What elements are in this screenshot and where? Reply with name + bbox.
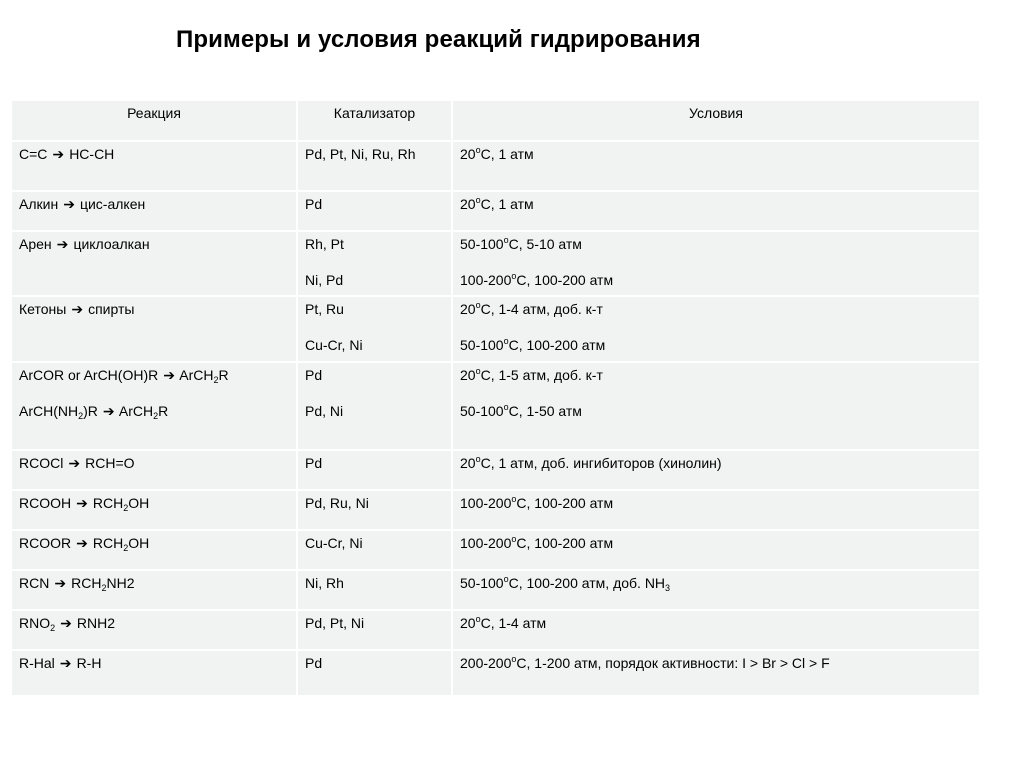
conditions-text: C, 100-200 атм <box>516 535 614 551</box>
subscript: 2 <box>123 543 129 553</box>
temperature-value: 100-200 <box>460 495 512 511</box>
reaction-line <box>19 615 296 631</box>
catalyst-line: Pd <box>305 455 323 471</box>
temperature-value: 20 <box>460 367 476 383</box>
product-text: NH2 <box>106 575 135 591</box>
reaction-line <box>19 403 296 419</box>
product-text: циклоалкан <box>73 236 150 252</box>
degree-mark: o <box>475 300 481 310</box>
catalyst-cell <box>297 490 452 530</box>
conditions-line <box>460 615 979 631</box>
table-row <box>12 231 979 296</box>
conditions-line <box>460 337 979 353</box>
conditions-cell <box>452 231 979 296</box>
conditions-text: C, 1-4 атм <box>480 615 547 631</box>
degree-mark: o <box>511 654 517 664</box>
degree-mark: o <box>503 402 509 412</box>
conditions-line <box>460 301 979 317</box>
arrow-icon: ➔ <box>60 615 72 631</box>
arrow-icon: ➔ <box>76 495 88 511</box>
reaction-cell <box>12 490 297 530</box>
conditions-cell <box>452 191 979 231</box>
subscript: 2 <box>50 623 56 633</box>
temperature-value: 100-200 <box>460 535 512 551</box>
catalyst-line: Pd, Ru, Ni <box>305 495 369 511</box>
reactant-text: ArCOR or ArCH(OH)R <box>19 367 159 383</box>
temperature-value: 200-200 <box>460 655 512 671</box>
conditions-line <box>460 146 979 162</box>
catalyst-line: Pd, Pt, Ni, Ru, Rh <box>305 146 416 162</box>
table-row <box>12 296 979 362</box>
catalyst-line: Pd, Pt, Ni <box>305 615 365 631</box>
reactant-text: RCOOR <box>19 535 72 551</box>
reactant-text: RNO <box>19 615 51 631</box>
reactant-text: RCN <box>19 575 50 591</box>
arrow-icon: ➔ <box>163 367 175 383</box>
reaction-line <box>19 301 296 317</box>
conditions-line <box>460 455 979 471</box>
header-reaction: Реакция <box>12 101 297 141</box>
table-row <box>12 650 979 696</box>
table-row <box>12 530 979 570</box>
temperature-value: 50-100 <box>460 403 504 419</box>
temperature-value: 20 <box>460 301 476 317</box>
table-row <box>12 141 979 191</box>
reactant-text: C=C <box>19 146 48 162</box>
subscript: 2 <box>101 583 107 593</box>
catalyst-line: Pt, Ru <box>305 301 344 317</box>
conditions-text: C, 1-5 атм, доб. к-т <box>480 367 603 383</box>
table-row <box>12 362 979 450</box>
temperature-value: 20 <box>460 615 476 631</box>
temperature-value: 50-100 <box>460 575 504 591</box>
reaction-cell <box>12 450 297 490</box>
product-text: OH <box>128 495 150 511</box>
catalyst-line: Pd <box>305 367 323 383</box>
conditions-text: C, 100-200 атм <box>516 272 614 288</box>
reaction-cell <box>12 296 297 362</box>
degree-mark: o <box>511 271 517 281</box>
catalyst-cell <box>297 650 452 696</box>
catalyst-line: Pd, Ni <box>305 403 344 419</box>
conditions-text: C, 1 атм, доб. ингибиторов (хинолин) <box>480 455 722 471</box>
arrow-icon: ➔ <box>76 535 88 551</box>
reaction-line <box>19 535 296 551</box>
catalyst-cell <box>297 610 452 650</box>
catalyst-cell <box>297 530 452 570</box>
header-catalyst: Катализатор <box>297 101 452 141</box>
conditions-line <box>460 575 979 591</box>
temperature-value: 50-100 <box>460 337 504 353</box>
catalyst-line: Pd <box>305 196 323 212</box>
conditions-text: C, 1-200 атм, порядок активности: I > Br > Cl > F <box>516 655 830 671</box>
conditions-text: C, 1 атм <box>480 146 534 162</box>
reaction-cell <box>12 141 297 191</box>
subscript: 2 <box>153 411 159 421</box>
conditions-line <box>460 236 979 252</box>
catalyst-cell <box>297 362 452 450</box>
catalyst-cell <box>297 450 452 490</box>
reaction-cell <box>12 530 297 570</box>
conditions-text: C, 1-50 атм <box>508 403 582 419</box>
reaction-line <box>19 146 296 162</box>
product-text: ArCH <box>118 403 154 419</box>
temperature-value: 50-100 <box>460 236 504 252</box>
product-text: R <box>218 367 229 383</box>
product-text: цис-алкен <box>79 196 146 212</box>
table-body <box>12 141 979 696</box>
degree-mark: o <box>475 145 481 155</box>
product-text: спирты <box>88 301 135 317</box>
conditions-text: C, 100-200 атм <box>516 495 614 511</box>
temperature-value: 20 <box>460 455 476 471</box>
conditions-text: C, 1 атм <box>480 196 534 212</box>
arrow-icon: ➔ <box>63 196 75 212</box>
conditions-cell <box>452 570 979 610</box>
reactant-text: RCOOH <box>19 495 72 511</box>
product-text: RCH <box>71 575 102 591</box>
degree-mark: o <box>475 366 481 376</box>
catalyst-cell <box>297 191 452 231</box>
arrow-icon: ➔ <box>102 403 115 419</box>
product-text: RNH2 <box>76 615 116 631</box>
catalyst-line: Cu-Cr, Ni <box>305 535 363 551</box>
reaction-line <box>19 455 296 471</box>
degree-mark: o <box>503 336 509 346</box>
reaction-line <box>19 575 296 591</box>
reaction-cell <box>12 650 297 696</box>
reaction-cell <box>12 231 297 296</box>
degree-mark: o <box>475 195 481 205</box>
reactant-text: RCOCl <box>19 455 64 471</box>
reaction-cell <box>12 610 297 650</box>
product-text: R <box>158 403 169 419</box>
table-row <box>12 570 979 610</box>
conditions-cell <box>452 610 979 650</box>
product-text: R-H <box>76 655 102 671</box>
conditions-line <box>460 272 979 288</box>
page-title: Примеры и условия реакций гидрирования <box>176 26 701 53</box>
conditions-line <box>460 535 979 551</box>
catalyst-cell <box>297 296 452 362</box>
arrow-icon: ➔ <box>71 301 84 317</box>
arrow-icon: ➔ <box>56 236 69 252</box>
header-conditions: Условия <box>452 101 979 141</box>
arrow-icon: ➔ <box>68 455 81 471</box>
catalyst-cell <box>297 231 452 296</box>
product-text: RCH <box>92 535 124 551</box>
conditions-line <box>460 655 979 671</box>
subscript: 2 <box>213 375 219 385</box>
conditions-cell <box>452 296 979 362</box>
table-row <box>12 490 979 530</box>
degree-mark: o <box>511 534 517 544</box>
catalyst-line: Rh, Pt <box>305 236 344 252</box>
conditions-cell <box>452 450 979 490</box>
product-text: RCH=O <box>85 455 135 471</box>
table-row <box>12 610 979 650</box>
catalyst-line: Pd <box>305 655 323 671</box>
conditions-text: C, 5-10 атм <box>508 236 582 252</box>
conditions-text: C, 1-4 атм, доб. к-т <box>480 301 603 317</box>
conditions-cell <box>452 362 979 450</box>
degree-mark: o <box>503 574 509 584</box>
reaction-line <box>19 495 296 511</box>
temperature-value: 20 <box>460 146 476 162</box>
conditions-text: C, 100-200 атм, доб. NH <box>508 575 666 591</box>
catalyst-line: Cu-Cr, Ni <box>305 337 363 353</box>
conditions-line <box>460 367 979 383</box>
subscript: 2 <box>123 503 129 513</box>
product-text: RCH <box>92 495 124 511</box>
reactant-text: )R <box>83 403 98 419</box>
reaction-cell <box>12 191 297 231</box>
reaction-line <box>19 655 296 671</box>
temperature-value: 20 <box>460 196 476 212</box>
reactant-text: Кетоны <box>19 301 67 317</box>
arrow-icon: ➔ <box>59 655 72 671</box>
subscript: 3 <box>665 583 671 593</box>
degree-mark: o <box>503 235 509 245</box>
hydrogenation-table <box>12 101 979 697</box>
reaction-cell <box>12 362 297 450</box>
conditions-line <box>460 495 979 511</box>
catalyst-line: Ni, Rh <box>305 575 344 591</box>
table-row <box>12 191 979 231</box>
degree-mark: o <box>475 454 481 464</box>
arrow-icon: ➔ <box>54 575 67 591</box>
product-text: ArCH <box>179 367 214 383</box>
reaction-line <box>19 196 296 212</box>
conditions-cell <box>452 141 979 191</box>
table-row <box>12 450 979 490</box>
reactant-text: ArCH(NH <box>19 403 79 419</box>
reactant-text: Арен <box>19 236 52 252</box>
arrow-icon: ➔ <box>52 146 65 162</box>
catalyst-cell <box>297 141 452 191</box>
catalyst-cell <box>297 570 452 610</box>
product-text: OH <box>128 535 150 551</box>
degree-mark: o <box>511 494 517 504</box>
reactant-text: Алкин <box>19 196 59 212</box>
product-text: HC-CH <box>69 146 115 162</box>
degree-mark: o <box>475 614 481 624</box>
conditions-cell <box>452 530 979 570</box>
reaction-cell <box>12 570 297 610</box>
conditions-line <box>460 196 979 212</box>
reaction-line <box>19 236 296 252</box>
temperature-value: 100-200 <box>460 272 512 288</box>
reactant-text: R-Hal <box>19 655 55 671</box>
conditions-cell <box>452 650 979 696</box>
conditions-line <box>460 403 979 419</box>
conditions-text: C, 100-200 атм <box>508 337 606 353</box>
conditions-cell <box>452 490 979 530</box>
reaction-line <box>19 367 296 383</box>
subscript: 2 <box>78 411 84 421</box>
catalyst-line: Ni, Pd <box>305 272 344 288</box>
